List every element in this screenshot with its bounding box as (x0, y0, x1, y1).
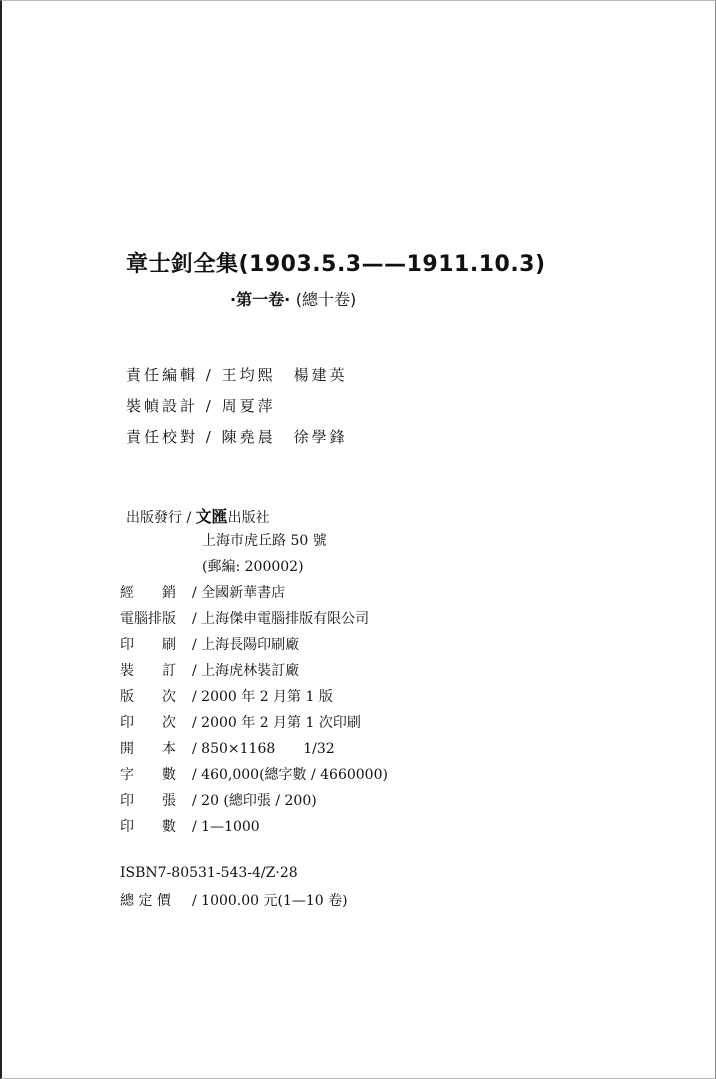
credit-editors: 責任編輯 / 王均熙 楊建英 (126, 366, 348, 384)
volume-number: ·第一卷· (230, 290, 291, 309)
price-label: 總 定 價 (120, 893, 171, 909)
detail-label: 電腦排版 (120, 611, 176, 627)
detail-value: 460,000(總字數 / 4660000) (201, 767, 388, 783)
detail-row: 印 數 / 1—1000 (120, 816, 260, 836)
publisher-postcode: (郵編: 200002) (202, 559, 304, 575)
total-volumes: (總十卷) (295, 290, 357, 309)
detail-value: 2000 年 2 月第 1 版 (201, 689, 333, 705)
price-row: 總 定 價 / 1000.00 元(1—10 卷) (120, 890, 348, 910)
detail-label: 經 銷 (120, 585, 176, 601)
price-value: 1000.00 元(1—10 卷) (201, 893, 348, 909)
publisher-label: 出版發行 (126, 510, 182, 526)
publisher-brand: 文匯 (195, 507, 228, 526)
credit-proofreaders: 責任校對 / 陳堯晨 徐學鋒 (126, 428, 348, 446)
detail-label: 字 數 (120, 767, 176, 783)
detail-label: 印 刷 (120, 637, 176, 653)
detail-value: 上海虎林裝訂廠 (201, 663, 300, 679)
detail-value: 2000 年 2 月第 1 次印刷 (201, 715, 361, 731)
detail-row: 印 次 / 2000 年 2 月第 1 次印刷 (120, 712, 361, 732)
publisher-address: 上海市虎丘路 50 號 (202, 533, 327, 549)
detail-value: 全國新華書店 (201, 585, 286, 601)
detail-row: 經 銷 / 全國新華書店 (120, 582, 285, 602)
detail-row: 字 數 / 460,000(總字數 / 4660000) (120, 764, 388, 784)
detail-label: 裝 訂 (120, 663, 176, 679)
detail-row: 版 次 / 2000 年 2 月第 1 版 (120, 686, 333, 706)
detail-value: 1—1000 (201, 819, 260, 835)
credit-value: 陳堯晨 徐學鋒 (221, 428, 348, 446)
detail-label: 版 次 (120, 689, 176, 705)
detail-value: 上海長陽印刷廠 (201, 637, 300, 653)
credit-label: 裝幀設計 (126, 397, 199, 415)
detail-row: 電腦排版 / 上海傑申電腦排版有限公司 (120, 608, 369, 628)
credit-label: 責任編輯 (126, 366, 199, 384)
detail-row: 開 本 / 850×1168 1/32 (120, 738, 335, 758)
isbn: ISBN7-80531-543-4/Z·28 (120, 865, 298, 881)
credit-value: 王均熙 楊建英 (221, 366, 348, 384)
detail-value: 上海傑申電腦排版有限公司 (201, 611, 370, 627)
credit-label: 責任校對 (126, 428, 199, 446)
book-title: 章士釗全集(1903.5.3——1911.10.3) (126, 252, 546, 277)
detail-label: 印 張 (120, 793, 176, 809)
credit-designer: 裝幀設計 / 周夏萍 (126, 397, 276, 415)
volume-subtitle (230, 287, 356, 310)
detail-row: 印 張 / 20 (總印張 / 200) (120, 790, 317, 810)
publisher-line: 出版發行 / 文匯出版社 (126, 507, 270, 526)
detail-value: 850×1168 1/32 (201, 741, 335, 757)
detail-value: 20 (總印張 / 200) (201, 793, 317, 809)
detail-row: 印 刷 / 上海長陽印刷廠 (120, 634, 299, 654)
publisher-name: 出版社 (227, 510, 270, 526)
detail-row: 裝 訂 / 上海虎林裝訂廠 (120, 660, 299, 680)
credit-value: 周夏萍 (221, 397, 276, 415)
detail-label: 印 數 (120, 819, 176, 835)
detail-label: 印 次 (120, 715, 176, 731)
detail-label: 開 本 (120, 741, 176, 757)
